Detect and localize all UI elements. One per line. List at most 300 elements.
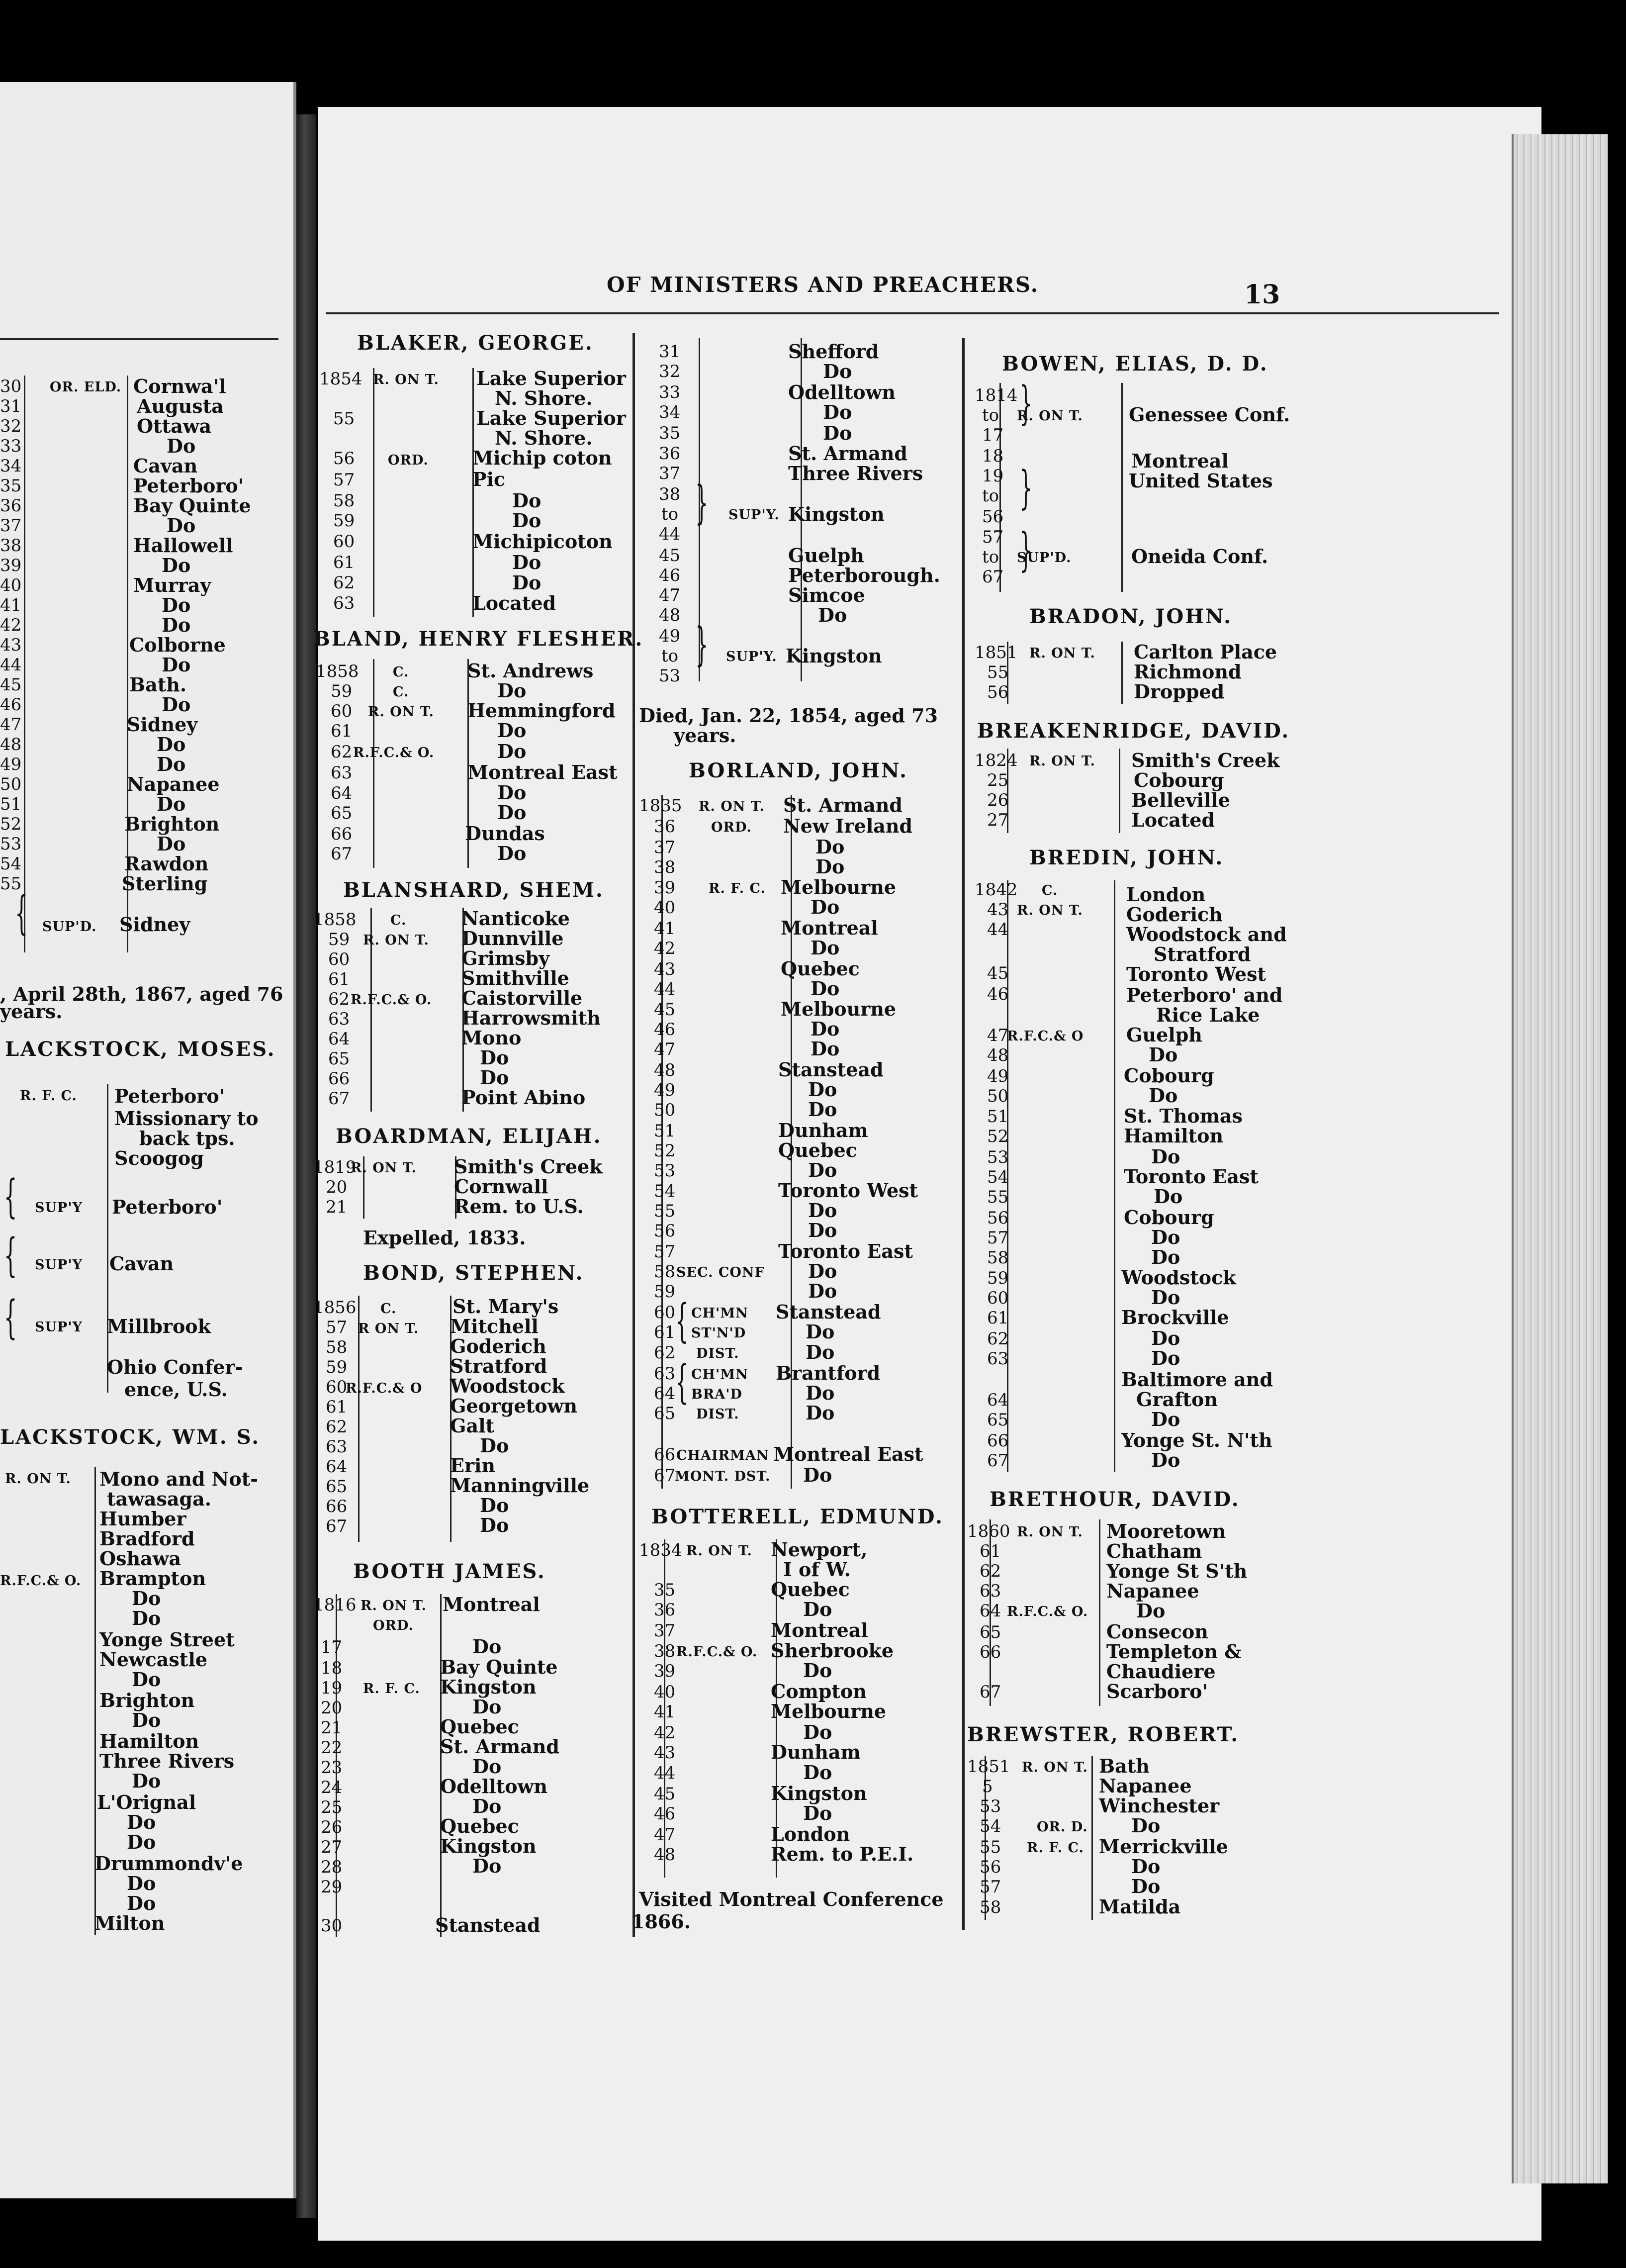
year-cell: 54 <box>654 1181 676 1201</box>
entry-rule <box>107 1084 108 1393</box>
designation-cell: SUP'D. <box>42 919 97 935</box>
year-cell: 36 <box>654 817 676 837</box>
year-cell: 63 <box>980 1581 1001 1601</box>
year-cell: 44 <box>659 524 681 544</box>
station-cell: Do <box>157 733 186 756</box>
station-cell: Do <box>157 793 186 815</box>
station-cell: Do <box>808 1159 837 1181</box>
station-cell: Montreal <box>771 1619 868 1641</box>
entry-heading: BOARDMAN, ELIJAH. <box>336 1125 602 1148</box>
station-cell: Do <box>806 1402 835 1424</box>
year-cell: 26 <box>987 790 1009 810</box>
station-cell: Nanticoke <box>461 907 570 930</box>
year-cell: 1834 <box>639 1540 682 1560</box>
year-cell: 21 <box>321 1718 343 1738</box>
station-cell: Napanee <box>1106 1580 1199 1602</box>
year-cell: 51 <box>654 1121 676 1141</box>
year-cell: 31 <box>659 342 681 362</box>
year-cell: 62 <box>980 1561 1001 1581</box>
station-cell: St. Armand <box>788 442 907 465</box>
page-number: 13 <box>1244 280 1280 310</box>
year-cell: 62 <box>331 742 353 762</box>
year-cell: 62 <box>654 1343 676 1363</box>
year-cell: to <box>661 504 679 524</box>
station-cell: Do <box>157 833 186 855</box>
designation-cell: R. ON T. <box>699 799 765 814</box>
station-cell: Richmond <box>1134 661 1242 683</box>
designation-cell: R ON T. <box>358 1321 419 1336</box>
station-cell: L'Orignal <box>97 1791 196 1813</box>
year-cell: 44 <box>0 655 22 675</box>
year-cell: 63 <box>654 1364 676 1384</box>
station-cell: Mooretown <box>1106 1520 1226 1542</box>
year-cell: 44 <box>987 920 1009 940</box>
year-cell: 58 <box>333 491 355 511</box>
station-cell: tawasaga. <box>107 1488 211 1510</box>
entry-heading: BLAKER, GEORGE. <box>357 331 594 355</box>
entry-rule <box>1091 1756 1093 1920</box>
year-cell: 65 <box>987 1410 1009 1430</box>
year-cell: 18 <box>321 1658 343 1678</box>
year-cell: 41 <box>654 919 676 939</box>
year-cell: 48 <box>654 1060 676 1080</box>
year-cell: 48 <box>0 735 22 755</box>
station-cell: Do <box>167 514 196 537</box>
station-cell: Chatham <box>1106 1540 1202 1562</box>
entry-heading: BRADON, JOHN. <box>1029 605 1232 628</box>
year-cell: 53 <box>654 1161 676 1181</box>
entry-rule <box>1121 642 1123 704</box>
station-cell: Quebec <box>781 957 860 980</box>
year-cell: 64 <box>654 1384 676 1404</box>
entry-rule <box>1119 749 1120 833</box>
station-cell: Do <box>497 781 527 804</box>
designation-cell: R. F. C. <box>363 1681 420 1697</box>
station-cell: Scoogog <box>114 1147 204 1169</box>
year-cell: 56 <box>987 682 1009 702</box>
year-cell: 45 <box>654 1784 676 1804</box>
year-cell: 34 <box>659 402 681 422</box>
station-cell: Do <box>803 1761 832 1784</box>
entry-heading: BREDIN, JOHN. <box>1029 846 1224 869</box>
year-cell: 47 <box>0 715 22 735</box>
station-cell: Do <box>1151 1145 1180 1168</box>
station-cell: Consecon <box>1106 1620 1208 1643</box>
station-cell: Mono <box>461 1027 522 1049</box>
station-cell: Bath <box>1099 1755 1150 1777</box>
designation-cell: OR. ELD. <box>50 379 122 395</box>
year-cell: 45 <box>987 963 1009 983</box>
station-cell: Peterboro' <box>112 1196 223 1218</box>
year-cell: 38 <box>654 857 676 877</box>
station-cell: Do <box>472 1795 502 1817</box>
station-cell: Do <box>167 435 196 457</box>
page-edges <box>1512 134 1608 2183</box>
note-text: , April 28th, 1867, aged 76 <box>0 983 283 1005</box>
year-cell: to <box>982 405 999 425</box>
year-cell: 5 <box>982 1777 993 1796</box>
station-cell: Cavan <box>133 455 198 477</box>
year-cell: 36 <box>654 1600 676 1620</box>
station-cell: Mono and Not- <box>99 1468 259 1490</box>
station-cell: Quebec <box>440 1715 519 1738</box>
station-cell: Do <box>497 679 527 702</box>
station-cell: Oneida Conf. <box>1131 545 1268 567</box>
year-cell: to <box>661 646 679 666</box>
entry-rule <box>373 659 374 868</box>
station-cell: Do <box>472 1696 502 1718</box>
station-cell: Do <box>1151 1347 1180 1369</box>
station-cell: Peterboro' and <box>1126 984 1283 1006</box>
year-cell: 59 <box>654 1282 676 1302</box>
station-cell: Peterboro' <box>133 474 244 497</box>
year-cell: 67 <box>328 1089 350 1109</box>
station-cell: Do <box>157 753 186 775</box>
year-cell: 17 <box>321 1637 343 1657</box>
year-cell: 31 <box>0 396 22 416</box>
year-cell: 37 <box>654 838 676 857</box>
station-cell: London <box>1126 883 1206 906</box>
station-cell: Rem. to U.S. <box>454 1195 584 1218</box>
year-cell: 37 <box>654 1621 676 1641</box>
station-cell: Do <box>162 554 191 576</box>
year-cell: 21 <box>326 1197 348 1217</box>
designation-cell: DIST. <box>696 1346 739 1361</box>
entry-rule <box>1099 1519 1100 1706</box>
station-cell: Genessee Conf. <box>1129 403 1290 426</box>
entry-heading: BOTTERELL, EDMUND. <box>651 1505 944 1528</box>
year-cell: 46 <box>987 984 1009 1004</box>
station-cell: Do <box>1151 1408 1180 1430</box>
brace-glyph: { <box>15 886 28 940</box>
station-cell: Yonge St S'th <box>1106 1560 1248 1582</box>
station-cell: I of W. <box>783 1558 851 1581</box>
year-cell: 43 <box>654 959 676 979</box>
station-cell: Dunham <box>778 1119 868 1141</box>
station-cell: Sterling <box>122 872 208 895</box>
designation-cell: MONT. DST. <box>675 1469 771 1484</box>
station-cell: Cornwall <box>454 1175 548 1198</box>
year-cell: 17 <box>982 425 1004 445</box>
station-cell: Do <box>162 693 191 716</box>
station-cell: Chaudiere <box>1106 1660 1216 1683</box>
year-cell: 65 <box>654 1404 676 1423</box>
station-cell: Do <box>132 1587 161 1609</box>
station-cell: Dundas <box>465 822 545 845</box>
designation-cell: SUP'Y <box>35 1257 83 1273</box>
designation-cell: SUP'D. <box>1017 550 1072 566</box>
station-cell: Smith's Creek <box>1131 749 1280 771</box>
station-cell: Do <box>803 1659 832 1682</box>
year-cell: 24 <box>321 1778 343 1797</box>
year-cell: 1851 <box>967 1757 1010 1777</box>
designation-cell: R. F. C. <box>1027 1840 1084 1856</box>
station-cell: Do <box>1151 1449 1180 1471</box>
station-cell: Do <box>808 1199 837 1222</box>
year-cell: 43 <box>0 635 22 655</box>
station-cell: Templeton & <box>1106 1640 1242 1663</box>
designation-cell: ORD. <box>373 1618 414 1633</box>
designation-cell: R.F.C.& O <box>1007 1029 1084 1044</box>
station-cell: Missionary to <box>114 1107 259 1130</box>
year-cell: 67 <box>987 1451 1009 1471</box>
designation-cell: R. ON T. <box>368 704 434 720</box>
station-cell: Do <box>806 1321 835 1343</box>
station-cell: Brighton <box>99 1689 195 1711</box>
station-cell: Do <box>803 1802 832 1824</box>
year-cell: 62 <box>987 1329 1009 1349</box>
year-cell: 66 <box>654 1445 676 1465</box>
year-cell: 53 <box>980 1796 1001 1816</box>
entry-rule <box>472 368 474 617</box>
station-cell: Guelph <box>788 544 864 567</box>
year-cell: 55 <box>333 409 355 429</box>
year-cell: 64 <box>326 1457 348 1477</box>
designation-cell: ORD. <box>388 453 429 468</box>
station-cell: Quebec <box>771 1578 850 1601</box>
station-cell: Do <box>1131 1875 1161 1897</box>
station-cell: Odelltown <box>440 1775 547 1797</box>
designation-cell: R. F. C. <box>709 881 766 896</box>
station-cell: Erin <box>450 1454 496 1477</box>
station-cell: Kingston <box>786 645 882 667</box>
year-cell: 56 <box>987 1208 1009 1228</box>
year-cell: 59 <box>333 511 355 531</box>
year-cell: 49 <box>654 1080 676 1100</box>
station-cell: Quebec <box>778 1139 857 1161</box>
station-cell: Sherbrooke <box>771 1639 894 1662</box>
year-cell: 55 <box>654 1201 676 1221</box>
brace-glyph: } <box>695 618 709 671</box>
year-cell: 58 <box>987 1248 1009 1268</box>
year-cell: 45 <box>654 1000 676 1020</box>
station-cell: Do <box>808 1219 837 1241</box>
year-cell: 42 <box>654 939 676 958</box>
station-cell: Simcoe <box>788 584 865 606</box>
year-cell: 65 <box>326 1477 348 1497</box>
entry-heading: LACKSTOCK, WM. S. <box>0 1425 261 1449</box>
station-cell: Toronto East <box>778 1240 913 1262</box>
station-cell: Do <box>811 937 840 959</box>
brace-glyph: } <box>695 476 709 529</box>
station-cell: Odelltown <box>788 381 896 403</box>
station-cell: Montreal <box>443 1593 540 1615</box>
year-cell: 57 <box>987 1228 1009 1248</box>
year-cell: 55 <box>0 874 22 894</box>
year-cell: 61 <box>987 1308 1009 1328</box>
station-cell: Do <box>162 654 191 676</box>
station-cell: Do <box>815 836 845 858</box>
station-cell: Milton <box>94 1912 165 1934</box>
designation-cell: C. <box>1042 883 1058 898</box>
station-cell: Point Abino <box>461 1086 586 1109</box>
designation-cell: C. <box>380 1301 397 1317</box>
station-cell: Mitchell <box>450 1315 539 1337</box>
station-cell: Sidney <box>119 913 190 936</box>
year-cell: 49 <box>659 626 681 646</box>
station-cell: Colborne <box>129 634 226 656</box>
station-cell: Merrickville <box>1099 1835 1228 1858</box>
year-cell: 1816 <box>313 1595 357 1615</box>
station-cell: Do <box>1151 1246 1180 1268</box>
station-cell: Shefford <box>788 340 879 363</box>
brace-glyph: { <box>4 1228 17 1282</box>
year-cell: 18 <box>982 446 1004 466</box>
year-cell: 64 <box>328 1029 350 1049</box>
station-cell: Toronto West <box>778 1179 918 1202</box>
brace-glyph: { <box>675 1355 689 1409</box>
station-cell: Grimsby <box>461 947 550 969</box>
entry-rule <box>1121 383 1123 592</box>
year-cell: 47 <box>987 1026 1009 1045</box>
year-cell: 65 <box>331 803 353 823</box>
year-cell: 66 <box>326 1497 348 1516</box>
brace-glyph: } <box>1019 461 1033 514</box>
station-cell: Do <box>1149 1084 1178 1107</box>
station-cell: St. Thomas <box>1124 1105 1243 1127</box>
station-cell: Winchester <box>1099 1795 1220 1817</box>
year-cell: 62 <box>328 989 350 1009</box>
year-cell: 35 <box>0 476 22 496</box>
year-cell: 27 <box>987 810 1009 830</box>
left-header-rule <box>0 338 278 340</box>
station-cell: N. Shore. <box>495 387 593 409</box>
station-cell: Scarboro' <box>1106 1680 1208 1702</box>
station-cell: Do <box>497 719 527 742</box>
station-cell: Do <box>512 509 542 532</box>
year-cell: 40 <box>654 898 676 918</box>
station-cell: Michipicoton <box>472 530 613 553</box>
station-cell: Cavan <box>109 1252 174 1275</box>
year-cell: 49 <box>0 755 22 774</box>
station-cell: Do <box>480 1514 509 1536</box>
year-cell: 53 <box>987 1147 1009 1167</box>
station-cell: Napanee <box>127 773 220 795</box>
year-cell: 53 <box>0 834 22 854</box>
station-cell: Do <box>808 1280 837 1302</box>
station-cell: Do <box>162 614 191 636</box>
station-cell: N. Shore. <box>495 427 593 449</box>
station-cell: Do <box>803 1598 832 1620</box>
station-cell: Melbourne <box>771 1700 887 1722</box>
designation-cell: R. ON T. <box>1017 903 1083 918</box>
year-cell: 66 <box>980 1642 1001 1662</box>
station-cell: Hemmingford <box>467 699 616 722</box>
designation-cell: R. ON T. <box>5 1471 71 1487</box>
station-cell: Woodstock <box>450 1375 565 1397</box>
station-cell: Yonge St. N'th <box>1121 1429 1272 1451</box>
year-cell: 51 <box>0 794 22 814</box>
station-cell: London <box>771 1823 850 1845</box>
designation-cell: SUP'Y. <box>728 507 780 523</box>
station-cell: Murray <box>133 574 211 596</box>
entry-heading: BOWEN, ELIAS, D. D. <box>1002 352 1268 376</box>
designation-cell: BRA'D <box>691 1387 742 1402</box>
station-cell: Kingston <box>440 1835 537 1857</box>
year-cell: 53 <box>659 666 681 686</box>
station-cell: Stanstead <box>435 1914 541 1936</box>
station-cell: Montreal <box>781 917 878 939</box>
designation-cell: R. F. C. <box>20 1088 77 1104</box>
year-cell: 42 <box>654 1723 676 1743</box>
designation-cell: R. ON T. <box>1017 1524 1083 1540</box>
year-cell: 57 <box>326 1318 348 1337</box>
station-cell: Do <box>803 1464 832 1486</box>
station-cell: Dropped <box>1134 680 1225 703</box>
year-cell: 1814 <box>975 385 1018 405</box>
station-cell: Do <box>808 1260 837 1282</box>
year-cell: 52 <box>0 814 22 834</box>
station-cell: Montreal East <box>773 1443 923 1465</box>
note-text: Visited Montreal Conference <box>639 1888 944 1910</box>
year-cell: 64 <box>980 1601 1001 1621</box>
station-cell: Smithville <box>461 967 569 989</box>
station-cell: Do <box>472 1635 502 1658</box>
year-cell: 20 <box>326 1177 348 1197</box>
year-cell: 46 <box>0 695 22 715</box>
year-cell: 54 <box>0 854 22 874</box>
station-cell: Do <box>127 1872 156 1894</box>
designation-cell: R.F.C.& O. <box>351 992 432 1008</box>
station-cell: Harrowsmith <box>461 1007 601 1029</box>
entry-rule <box>24 376 25 952</box>
year-cell: 1819 <box>313 1157 357 1177</box>
year-cell: 27 <box>321 1837 343 1857</box>
designation-cell: R. ON T. <box>1022 1760 1088 1775</box>
year-cell: 1842 <box>975 880 1018 900</box>
station-cell: Do <box>1136 1600 1166 1622</box>
year-cell: 66 <box>328 1069 350 1089</box>
station-cell: Do <box>132 1770 161 1792</box>
entry-heading: LACKSTOCK, MOSES. <box>5 1038 276 1061</box>
year-cell: 22 <box>321 1738 343 1758</box>
year-cell: 57 <box>333 470 355 490</box>
station-cell: Peterborough. <box>788 564 940 586</box>
station-cell: Do <box>132 1709 161 1731</box>
station-cell: Do <box>811 1018 840 1040</box>
year-cell: 1824 <box>975 751 1018 770</box>
year-cell: 37 <box>0 516 22 536</box>
year-cell: 65 <box>328 1049 350 1069</box>
year-cell: 59 <box>328 930 350 949</box>
year-cell: 36 <box>0 496 22 516</box>
station-cell: Brighton <box>124 813 220 835</box>
station-cell: Brantford <box>776 1362 881 1384</box>
note-text: years. <box>0 1000 63 1023</box>
entry-heading: BLANSHARD, SHEM. <box>343 878 604 902</box>
station-cell: Do <box>1154 1185 1183 1208</box>
station-cell: Do <box>811 977 840 1000</box>
station-cell: Located <box>1131 809 1215 831</box>
station-cell: Do <box>823 360 852 382</box>
station-cell: Kingston <box>771 1782 867 1804</box>
station-cell: Do <box>512 551 542 573</box>
year-cell: 50 <box>987 1086 1009 1106</box>
entry-rule <box>373 368 374 617</box>
year-cell: 63 <box>331 763 353 783</box>
station-cell: Toronto East <box>1124 1165 1259 1188</box>
station-cell: Do <box>811 896 840 918</box>
station-cell: Drummondv'e <box>94 1852 243 1875</box>
station-cell: Do <box>480 1494 509 1516</box>
brace-glyph: { <box>4 1170 17 1223</box>
brace-glyph: } <box>1019 523 1033 576</box>
station-cell: Do <box>803 1721 832 1743</box>
station-cell: Bradford <box>99 1527 195 1550</box>
station-cell: Do <box>808 1098 837 1121</box>
designation-cell: C. <box>390 913 407 928</box>
year-cell: 38 <box>659 484 681 504</box>
